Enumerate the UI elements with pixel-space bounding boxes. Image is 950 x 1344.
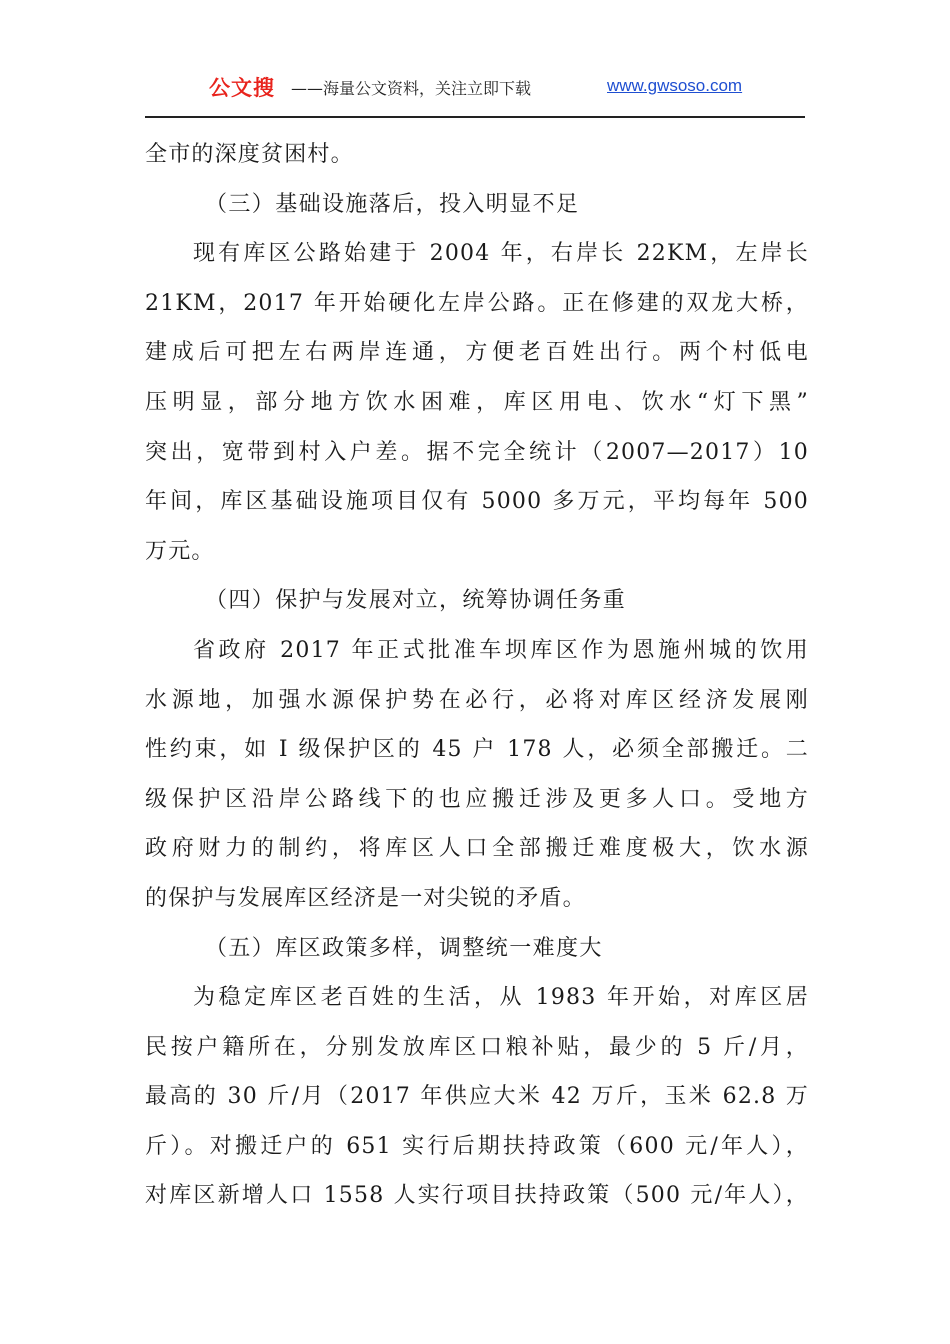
header-divider (145, 116, 805, 118)
brand-logo[interactable]: 公文搜 (209, 76, 275, 100)
body-text-line: 建成后可把左右两岸连通，方便老百姓出行。两个村低电 (145, 340, 809, 366)
document-body (145, 130, 809, 1221)
body-text-line: 最高的 30 斤/月（2017 年供应大米 42 万斤，玉米 62.8 万 (145, 1084, 809, 1110)
body-text-line: 水源地，加强水源保护势在必行，必将对库区经济发展刚 (145, 687, 809, 713)
body-text-line: 突出，宽带到村入户差。据不完全统计（2007—2017）10 (145, 439, 809, 465)
body-text-line: 省政府 2017 年正式批准车坝库区作为恩施州城的饮用 (193, 637, 809, 663)
body-text-line: 现有库区公路始建于 2004 年，右岸长 22KM，左岸长 (193, 241, 809, 267)
body-text-line: 的保护与发展库区经济是一对尖锐的矛盾。 (145, 885, 586, 911)
section-heading: （五）库区政策多样，调整统一难度大 (205, 935, 603, 961)
body-text-line: 斤）。对搬迁户的 651 实行后期扶持政策（600 元/年人）， (145, 1133, 809, 1159)
body-text-line: 21KM，2017 年开始硬化左岸公路。正在修建的双龙大桥， (145, 290, 809, 316)
body-text-line: 年间，库区基础设施项目仅有 5000 多万元，平均每年 500 (145, 489, 809, 515)
page-header (145, 70, 805, 104)
section-heading: （四）保护与发展对立，统筹协调任务重 (205, 588, 627, 614)
body-text-line: 为稳定库区老百姓的生活，从 1983 年开始，对库区居 (193, 985, 809, 1011)
body-text-line: 级保护区沿岸公路线下的也应搬迁涉及更多人口。受地方 (145, 786, 809, 812)
body-text-line: 性约束，如 I 级保护区的 45 户 178 人，必须全部搬迁。二 (145, 737, 809, 763)
site-link[interactable]: www.gwsoso.com (607, 76, 743, 95)
body-text-line: 民按户籍所在，分别发放库区口粮补贴，最少的 5 斤/月， (145, 1034, 809, 1060)
body-text-line: 万元。 (145, 538, 215, 564)
body-text-line: 压明显，部分地方饮水困难，库区用电、饮水“灯下黑” (145, 389, 809, 415)
body-text-line: 全市的深度贫困村。 (145, 142, 354, 167)
header-slogan: ——海量公文资料，关注立即下载 (291, 79, 532, 98)
section-heading: （三）基础设施落后，投入明显不足 (205, 191, 580, 217)
body-text-line: 政府财力的制约，将库区人口全部搬迁难度极大，饮水源 (145, 836, 809, 862)
body-text-line: 对库区新增人口 1558 人实行项目扶持政策（500 元/年人）， (145, 1183, 809, 1209)
